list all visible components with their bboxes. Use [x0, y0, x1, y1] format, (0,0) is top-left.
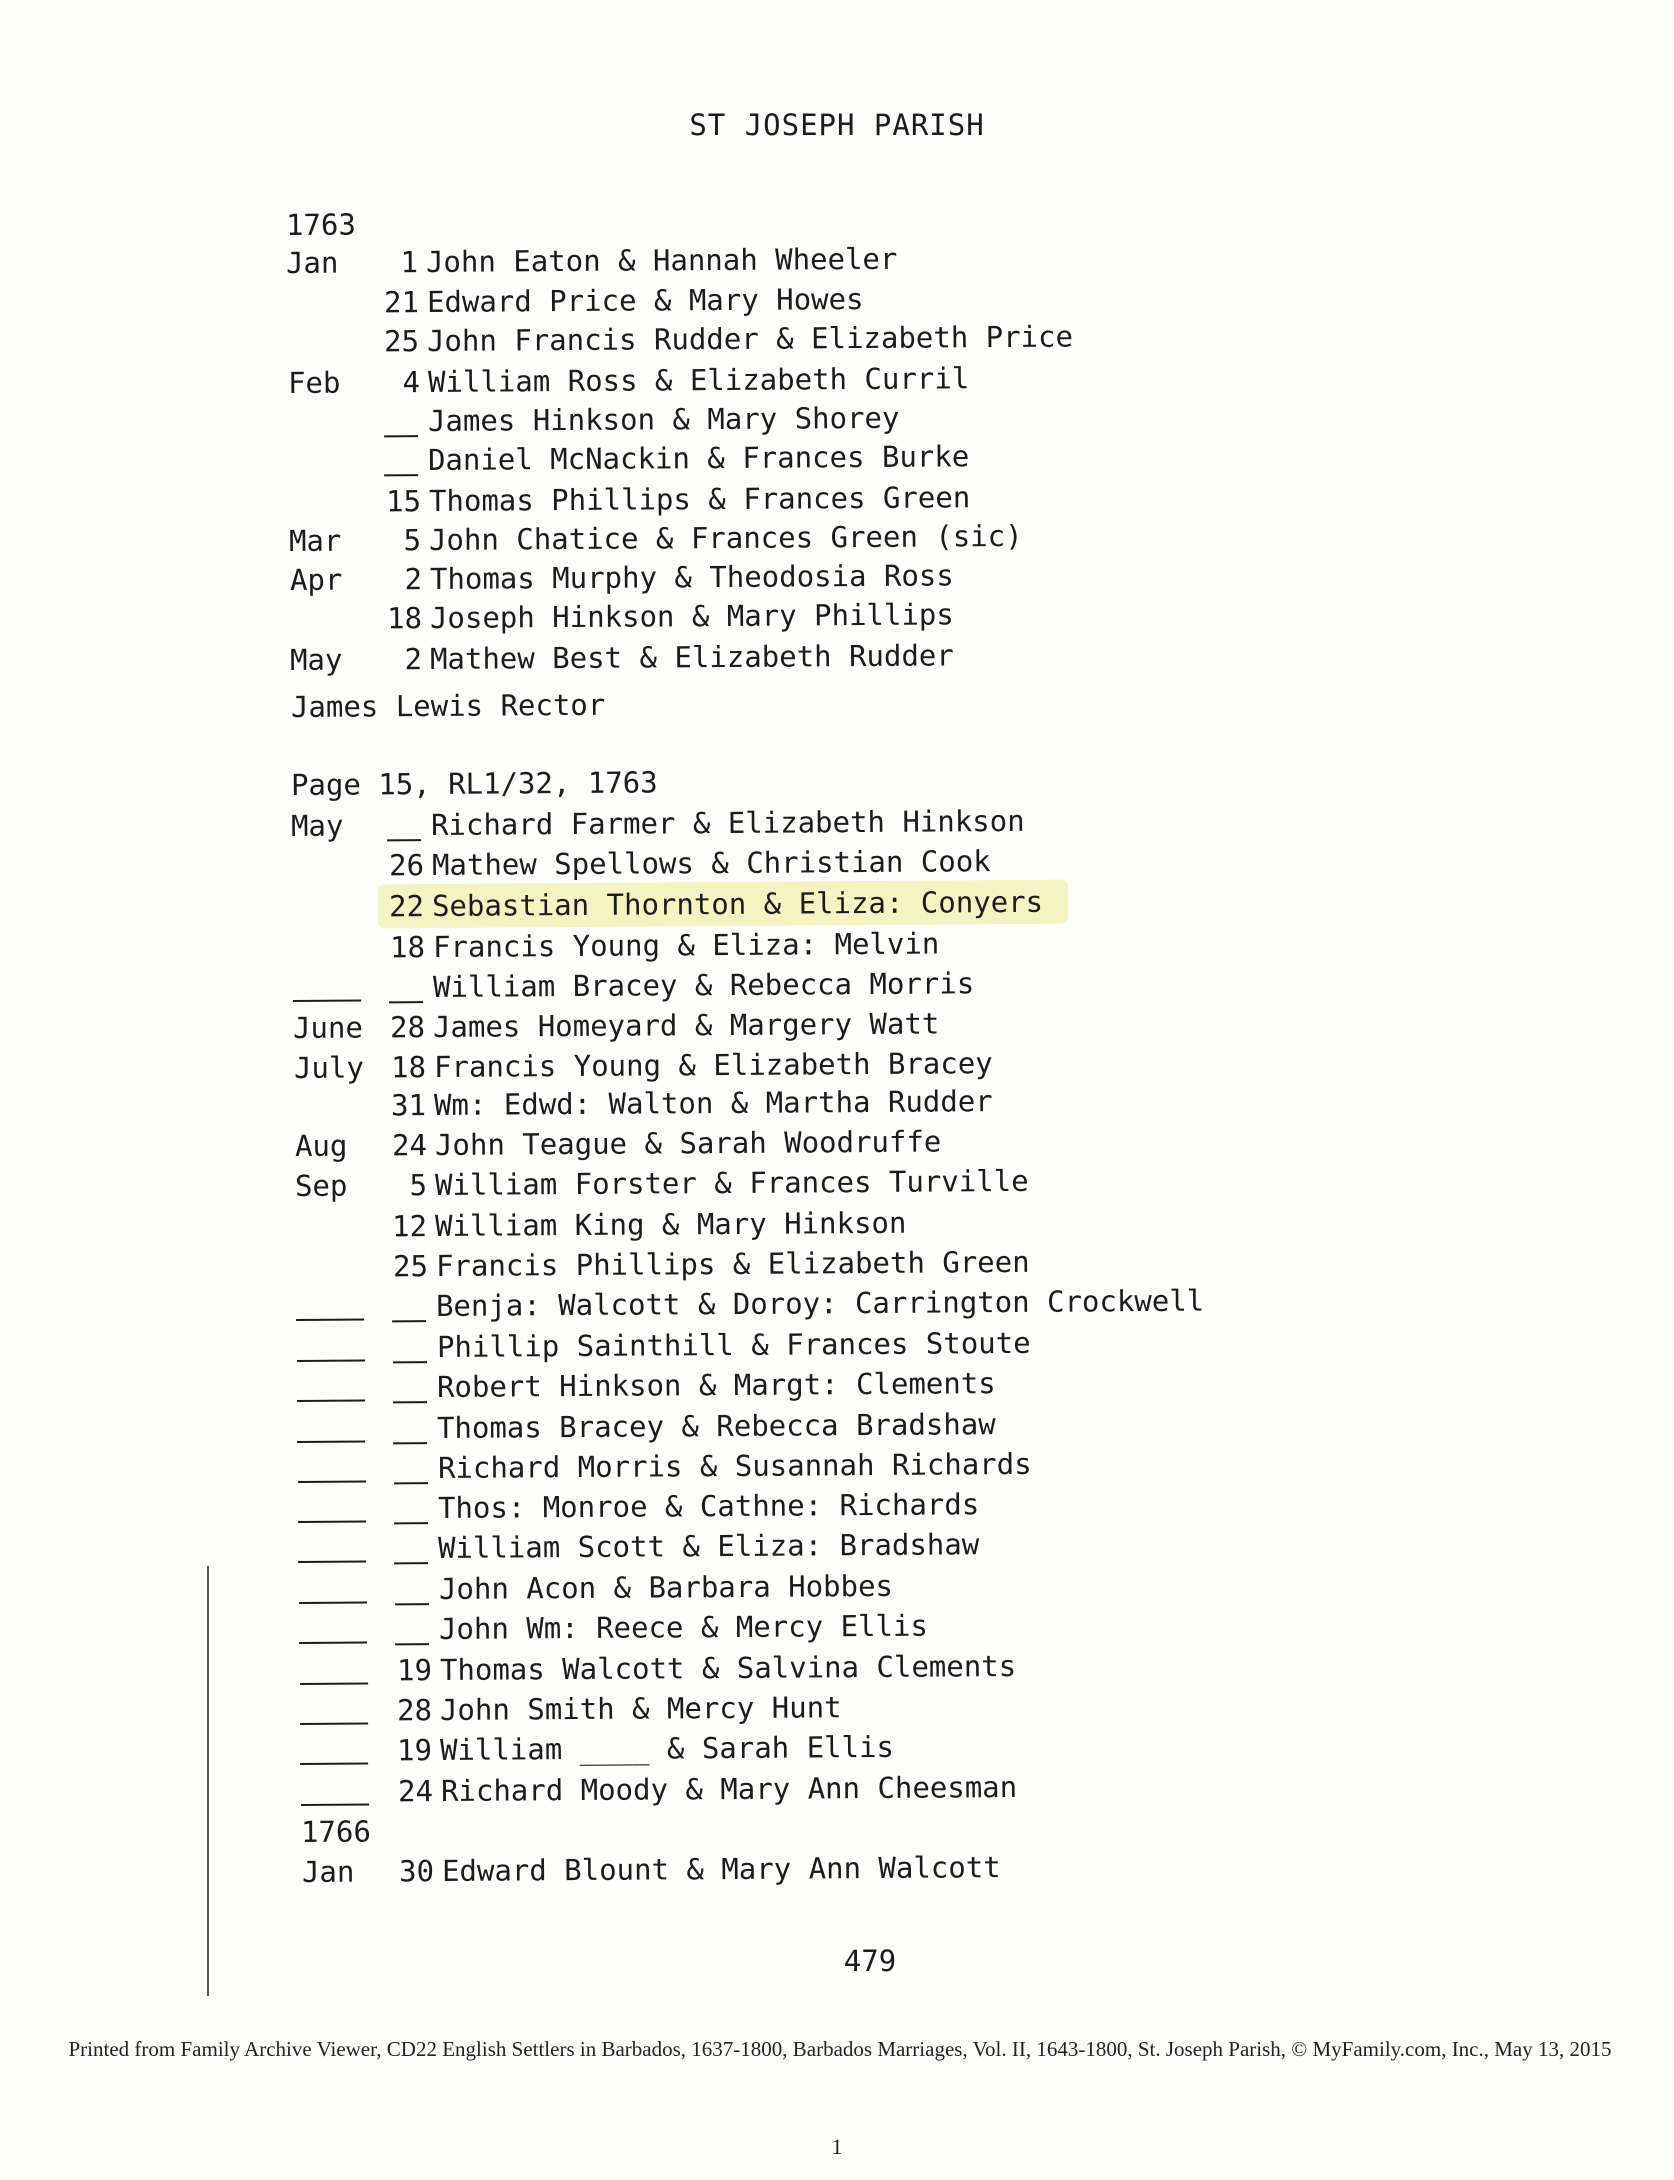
entry-day: 24 [391, 1128, 428, 1163]
entry-day: 18 [389, 930, 426, 965]
blank-month [293, 1000, 361, 1002]
entry-names: Mathew Spellows & Christian Cook [431, 844, 991, 883]
print-footer: Printed from Family Archive Viewer, CD22 English Settlers in Barbados, 1637-1800, Barbados Marriages, Vol. II, 1643-1800, St. Joseph Parish, © MyFamily.com, Inc., May 13, 2015 [68, 2037, 1612, 2061]
blank-month [299, 1642, 367, 1644]
blank-day [387, 839, 421, 841]
entry-names: Richard Morris & Susannah Richards [437, 1446, 1032, 1486]
entry-names: Edward Blount & Mary Ann Walcott [441, 1850, 1001, 1889]
margin-rule [207, 1566, 209, 1996]
entry-day: 12 [391, 1209, 428, 1244]
entry-names: William King & Mary Hinkson [434, 1205, 907, 1244]
entry-names: Joseph Hinkson & Mary Phillips [429, 597, 954, 636]
page-title: ST JOSEPH PARISH [689, 108, 985, 142]
entry-day: 5 [403, 523, 422, 558]
page-number: 479 [843, 1944, 897, 1978]
blank-month [297, 1360, 365, 1362]
sheet-number: 1 [831, 2134, 843, 2159]
entry-day: 21 [383, 285, 420, 320]
year-heading: 1766 [300, 1814, 371, 1849]
entry-names: William Ross & Elizabeth Curril [427, 361, 970, 400]
entry-day: 25 [392, 1249, 429, 1284]
blank-month [298, 1481, 366, 1483]
entry-names: Phillip Sainthill & Frances Stoute [436, 1325, 1031, 1365]
entry-names: Richard Farmer & Elizabeth Hinkson [430, 803, 1025, 843]
blank-day [389, 1001, 423, 1003]
entry-day: 26 [388, 848, 425, 883]
blank-month [298, 1521, 366, 1523]
entry-day: 22 [388, 889, 425, 924]
entry-day: 19 [396, 1733, 433, 1768]
entry-day: 30 [398, 1854, 435, 1889]
entry-month: Sep [294, 1168, 348, 1203]
entry-month: June [292, 1010, 363, 1045]
entry-names: Mathew Best & Elizabeth Rudder [429, 638, 954, 677]
entry-month: Jan [301, 1854, 355, 1889]
entry-names: Francis Young & Elizabeth Bracey [433, 1046, 993, 1085]
entry-names: James Homeyard & Margery Watt [432, 1006, 940, 1045]
entry-names: Thomas Bracey & Rebecca Bradshaw [436, 1407, 996, 1446]
entry-names: Thomas Murphy & Theodosia Ross [429, 558, 954, 597]
entry-names: Francis Phillips & Elizabeth Green [435, 1244, 1030, 1284]
blank-month [300, 1763, 368, 1765]
entry-day: 28 [396, 1693, 433, 1728]
entry-names: Edward Price & Mary Howes [426, 281, 864, 320]
entry-names: John Teague & Sarah Woodruffe [434, 1124, 942, 1163]
register-note: James Lewis Rector [290, 687, 606, 724]
blank-month [297, 1441, 365, 1443]
entry-day: 18 [386, 601, 423, 636]
entry-names: Daniel McNackin & Frances Burke [427, 439, 970, 478]
blank-day [394, 1562, 428, 1564]
entry-names: Thomas Phillips & Frances Green [428, 480, 971, 519]
entry-names: John Wm: Reece & Mercy Ellis [438, 1608, 928, 1647]
blank-month [300, 1683, 368, 1685]
blank-month [296, 1319, 364, 1321]
entry-day: 5 [409, 1168, 428, 1203]
entry-month: May [289, 642, 343, 677]
blank-day [395, 1643, 429, 1645]
blank-day [393, 1401, 427, 1403]
entry-names: John Chatice & Frances Green (sic) [428, 518, 1023, 558]
entry-day: 28 [389, 1010, 426, 1045]
entry-names: William Scott & Eliza: Bradshaw [437, 1527, 980, 1566]
entry-day: 18 [390, 1050, 427, 1085]
entry-month: Feb [287, 365, 341, 400]
blank-month [300, 1723, 368, 1725]
entry-names: John Acon & Barbara Hobbes [438, 1568, 894, 1607]
entry-month: July [293, 1050, 364, 1085]
entry-day: 15 [385, 484, 422, 519]
blank-day [394, 1482, 428, 1484]
entry-day: 24 [397, 1774, 434, 1809]
entry-month: Mar [288, 523, 342, 558]
blank-day [384, 435, 418, 437]
entry-month: May [290, 808, 344, 843]
entry-names: Thos: Monroe & Cathne: Richards [437, 1487, 980, 1526]
blank-day [384, 474, 418, 476]
entry-day: 19 [396, 1653, 433, 1688]
entry-names: James Hinkson & Mary Shorey [427, 400, 900, 439]
entry-names: Thomas Walcott & Salvina Clements [439, 1649, 1017, 1688]
entry-names: Wm: Edwd: Walton & Martha Rudder [433, 1084, 993, 1123]
entry-day: 2 [404, 642, 423, 677]
entry-day: 31 [390, 1088, 427, 1123]
blank-day [393, 1442, 427, 1444]
entry-names: Francis Young & Eliza: Melvin [432, 926, 940, 965]
blank-day [395, 1603, 429, 1605]
blank-day [393, 1361, 427, 1363]
entry-names: John Eaton & Hannah Wheeler [425, 241, 898, 280]
entry-month: Apr [289, 562, 343, 597]
year-heading: 1763 [285, 207, 356, 242]
entry-names: John Smith & Mercy Hunt [439, 1690, 842, 1728]
register-note: Page 15, RL1/32, 1763 [290, 765, 658, 802]
entry-month: Aug [294, 1128, 348, 1163]
entry-day: 25 [383, 324, 420, 359]
blank-month [301, 1804, 369, 1806]
entry-day: 4 [402, 365, 421, 400]
blank-month [298, 1561, 366, 1563]
entry-names: Robert Hinkson & Margt: Clements [436, 1366, 996, 1405]
entry-names: William ____ & Sarah Ellis [439, 1729, 895, 1768]
entry-day: 2 [404, 562, 423, 597]
blank-day [392, 1320, 426, 1322]
entry-names: William Bracey & Rebecca Morris [432, 966, 975, 1005]
entry-names: Richard Moody & Mary Ann Cheesman [440, 1770, 1018, 1809]
entry-day: 1 [400, 245, 419, 280]
entry-names: Benja: Walcott & Doroy: Carrington Crockwell [435, 1283, 1205, 1324]
blank-month [297, 1400, 365, 1402]
entry-names: Sebastian Thornton & Eliza: Conyers [431, 884, 1044, 924]
entry-names: William Forster & Frances Turville [434, 1163, 1029, 1203]
entry-month: Jan [285, 245, 339, 280]
blank-month [299, 1602, 367, 1604]
entry-names: John Francis Rudder & Elizabeth Price [426, 319, 1074, 359]
blank-day [394, 1522, 428, 1524]
